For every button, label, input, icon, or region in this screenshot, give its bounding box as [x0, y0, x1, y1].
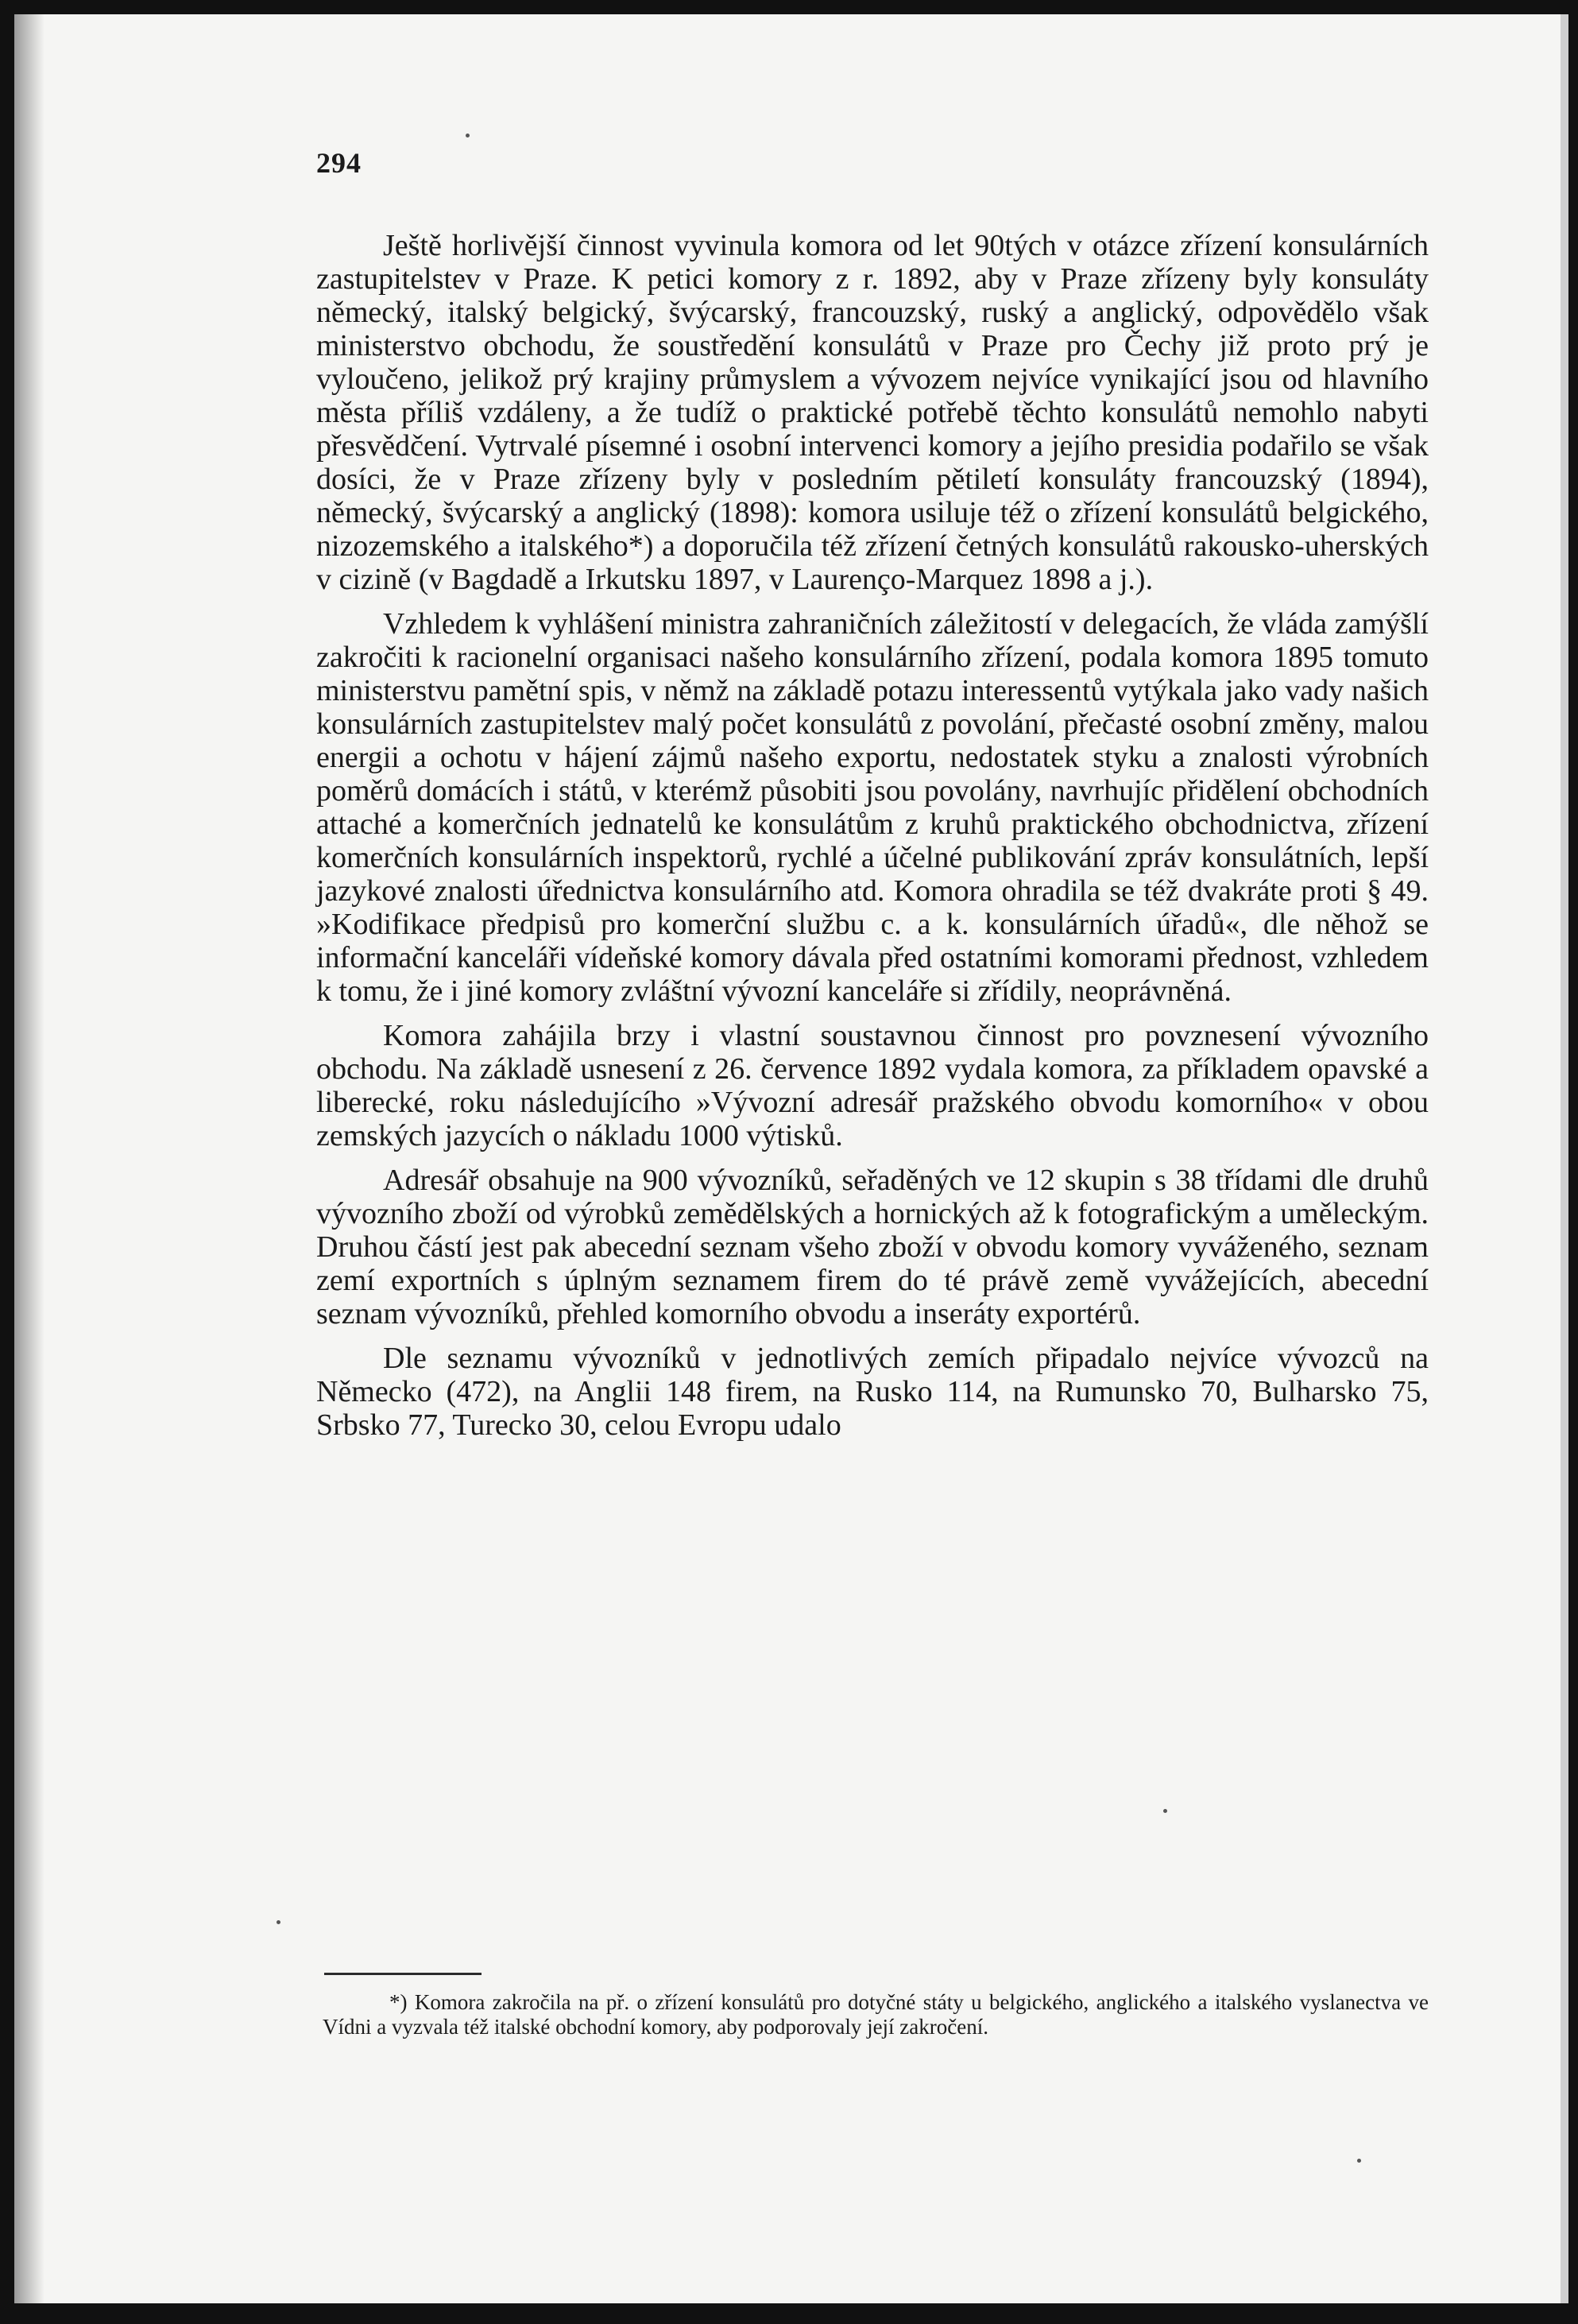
paragraph-memorandum: Vzhledem k vyhlášení ministra zahraničních záležitostí v delegacích, že vláda zamýšlí zakročiti k racionelní organisaci našeho konsulárního zřízení, podala komora 1895 tomuto ministerstvu pamětní spis, v němž na základě potazu interessentů vytýkala jako vady našich konsulárních zastupitelstev malý počet konsulátů z povolání, přečasté osobní změny, malou energii a ochotu v hájení zájmů našeho exportu, nedostatek styku a znalosti výrobních poměrů domácích i států, v kterémž působiti jsou povolány, navrhujíc přidělení obchodních attaché a komerčních jednatelů ke konsulátům z kruhů praktického obchodnictva, zřízení komerčních konsulárních inspektorů, rychlé a účelné publikování zpráv konsulátních, lepší jazykové znalosti úřednictva konsulárního atd. Komora ohradila se též dvakráte proti § 49. »Kodifikace předpisů pro komerční službu c. a k. konsulárních úřadů«, dle něhož se informační kanceláři vídeňské komory dávala před ostatními komorami přednost, vzhledem k tomu, že i jiné komory zvláštní vývozní kanceláře si zřídily, neoprávněná. [316, 607, 1429, 1008]
paper-speck [1163, 1809, 1167, 1813]
paper-speck [1357, 2159, 1361, 2163]
paragraph-export-promotion: Komora zahájila brzy i vlastní soustavnou činnost pro povznesení vývozního obchodu. Na základě usnesení z 26. července 1892 vydala komora, za příkladem opavské a liberecké, roku následujícího »Vývozní adresář pražského obvodu komorního« v obou zemských jazycích o nákladu 1000 výtisků. [316, 1019, 1429, 1152]
book-page [14, 14, 1568, 2303]
paragraph-consulates: Ještě horlivější činnost vyvinula komora od let 90tých v otázce zřízení konsulárních zastupitelstev v Praze. K petici komory z r. 1892, aby v Praze zřízeny byly konsuláty německý, italský belgický, švýcarský, francouzský, ruský a anglický, odpovědělo však ministerstvo obchodu, že soustředění konsulátů v Praze pro Čechy již proto prý je vyloučeno, jelikož prý krajiny průmyslem a vývozem nejvíce vynikající jsou od hlavního města příliš vzdáleny, a že tudíž o praktické potřebě těchto konsulátů nemohlo nabyti přesvědčení. Vytrvalé písemné i osobní intervenci komory a jejího presidia podařilo se však dosíci, že v Praze zřízeny byly v posledním pětiletí konsuláty francouzský (1894), německý, švýcarský a anglický (1898): komora usiluje též o zřízení konsulátů belgického, nizozemského a italského*) a doporučila též zřízení četných konsulátů rakousko-uherských v cizině (v Bagdadě a Irkutsku 1897, v Laurenço-Marquez 1898 a j.). [316, 229, 1429, 596]
body-text [316, 229, 1429, 1453]
paper-speck [277, 1920, 280, 1924]
paragraph-exporters-by-country: Dle seznamu vývozníků v jednotlivých zemích připadalo nejvíce vývozců na Německo (472), na Anglii 148 firem, na Rusko 114, na Rumunsko 70, Bulharsko 75, Srbsko 77, Turecko 30, celou Evropu udalo [316, 1342, 1429, 1442]
page-number: 294 [316, 147, 362, 179]
paragraph-directory-contents: Adresář obsahuje na 900 vývozníků, seřaděných ve 12 skupin s 38 třídami dle druhů vývozního zboží od výrobků zemědělských a hornických až k fotografickým a uměleckým. Druhou částí jest pak abecední seznam všeho zboží v obvodu komory vyváženého, seznam zemí exportních s úplným seznamem firem do té právě země vyvážejících, abecední seznam vývozníků, přehled komorního obvodu a inseráty exportérů. [316, 1164, 1429, 1330]
footnote: *) Komora zakročila na př. o zřízení konsulátů pro dotyčné státy u belgického, anglického a italského vyslanectva ve Vídni a vyzvala též italské obchodní komory, aby podporovaly její zakročení. [323, 1990, 1429, 2039]
footnote-divider [324, 1973, 482, 1975]
paper-speck [466, 134, 470, 138]
page-edge-shadow [14, 14, 44, 2303]
